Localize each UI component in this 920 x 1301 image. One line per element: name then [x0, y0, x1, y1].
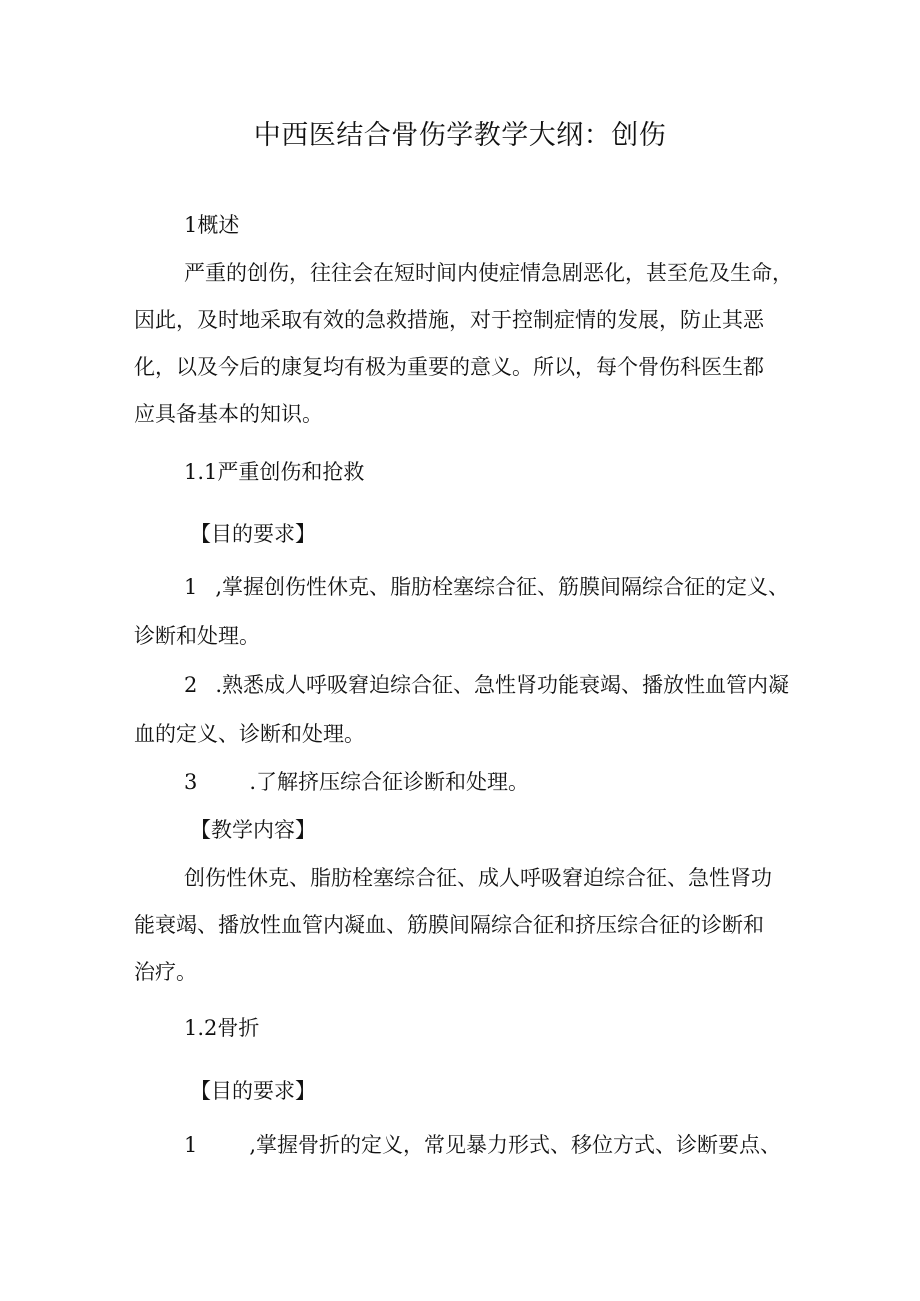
objective-text: .了解挤压综合征诊断和处理。: [249, 770, 530, 794]
objective-number: 1: [184, 575, 198, 599]
paragraph-line: 严重的创伤，往往会在短时间内使症情急剧恶化，甚至危及生命，: [184, 261, 793, 285]
section-1-heading: 1概述: [184, 213, 240, 237]
objective-item-3: [184, 767, 529, 797]
section-1-1-heading: 1.1严重创伤和抢救: [184, 460, 365, 484]
objectives-label: 【目的要求】: [190, 1079, 316, 1103]
content-line: 创伤性休克、脂肪栓塞综合征、成人呼吸窘迫综合征、急性肾功: [184, 866, 772, 890]
paragraph-line: 化，以及今后的康复均有极为重要的意义。所以，每个骨伤科医生都: [134, 355, 764, 379]
paragraph-line: 因此，及时地采取有效的急救措施，对于控制症情的发展，防止其恶: [134, 308, 764, 332]
objective-text-continued: 诊断和处理。: [134, 624, 260, 648]
objective-text-continued: 血的定义、诊断和处理。: [134, 722, 365, 746]
objective-item-1: [184, 572, 789, 602]
objective-number: 3: [184, 770, 198, 794]
objective-item-1: [184, 1130, 781, 1160]
objective-number: 2: [184, 673, 198, 697]
content-label: 【教学内容】: [190, 818, 316, 842]
objective-text: ,掌握骨折的定义，常见暴力形式、移位方式、诊断要点、: [249, 1133, 782, 1157]
section-1-2-heading: 1.2骨折: [184, 1016, 260, 1040]
objective-text: .熟悉成人呼吸窘迫综合征、急性肾功能衰竭、播放性血管内凝: [215, 673, 790, 697]
content-line: 治疗。: [134, 960, 197, 984]
content-line: 能衰竭、播放性血管内凝血、筋膜间隔综合征和挤压综合征的诊断和: [134, 913, 764, 937]
objectives-label: 【目的要求】: [190, 522, 316, 546]
document-title: 中西医结合骨伤学教学大纲：创伤: [253, 120, 667, 151]
objective-number: 1: [184, 1133, 198, 1157]
paragraph-line: 应具备基本的知识。: [134, 402, 323, 426]
objective-text: ,掌握创伤性休克、脂肪栓塞综合征、筋膜间隔综合征的定义、: [215, 575, 790, 599]
objective-item-2: [184, 670, 789, 700]
